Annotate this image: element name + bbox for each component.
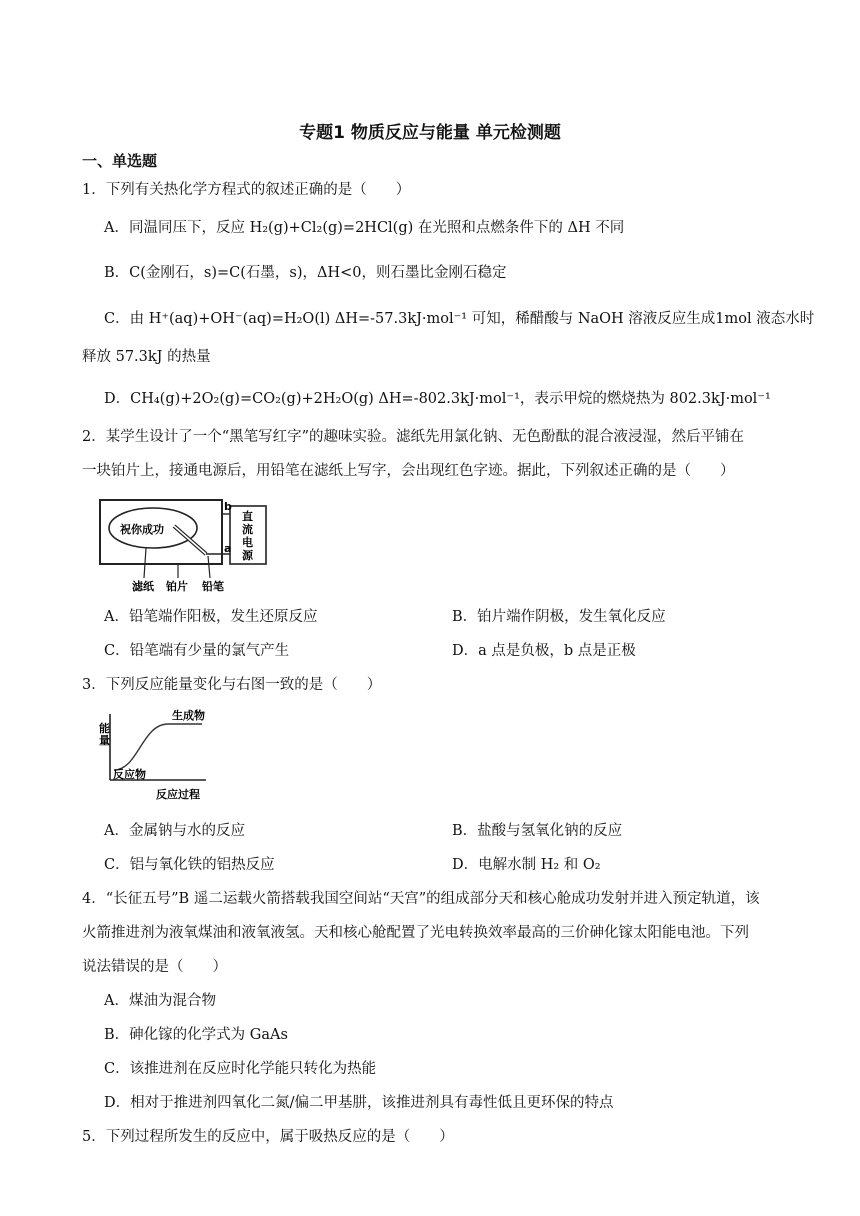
y-axis-label-2: 量 (99, 734, 110, 747)
question-3-option-a: A．金属钠与水的反应 (104, 823, 245, 839)
question-1-option-d: D．CH₄(g)+2O₂(g)=CO₂(g)+2H₂O(g) ΔH=-802.3kJ·mol⁻¹，表示甲烷的燃烧热为 802.3kJ·mol⁻¹ (104, 391, 771, 407)
question-1-option-b: B．C(金刚石，s)=C(石墨，s)，ΔH<0，则石墨比金刚石稳定 (104, 265, 507, 281)
section-heading: 一、单选题 (82, 152, 158, 170)
question-2-option-a: A．铅笔端作阳极，发生还原反应 (104, 609, 318, 625)
question-1-stem: 1．下列有关热化学方程式的叙述正确的是（ ） (82, 182, 411, 198)
question-4-stem-line2: 火箭推进剂为液氧煤油和液氧液氢。天和核心舱配置了光电转换效率最高的三价砷化镓太阳能电池。下列 (82, 925, 749, 941)
reactant-label: 反应物 (113, 768, 146, 781)
question-2-option-d: D．a 点是负极，b 点是正极 (452, 643, 636, 659)
question-2-stem-line1: 2．某学生设计了一个“黑笔写红字”的趣味实验。滤纸先用氯化钠、无色酚酞的混合液浸湿，然后平铺在 (82, 429, 745, 445)
question-5-stem: 5．下列过程所发生的反应中，属于吸热反应的是（ ） (82, 1129, 454, 1145)
label-pencil: 铅笔 (202, 580, 224, 593)
energy-diagram-figure (98, 708, 210, 806)
y-axis-label-1: 能 (99, 722, 110, 735)
power-label-1: 直 (242, 510, 253, 523)
question-4-option-b: B．砷化镓的化学式为 GaAs (104, 1027, 288, 1043)
question-1-option-c-line1: C．由 H⁺(aq)+OH⁻(aq)=H₂O(l) ΔH=-57.3kJ·mol⁻¹ 可知，稀醋酸与 NaOH 溶液反应生成1mol 液态水时 (104, 311, 815, 327)
question-1-option-c-line2: 释放 57.3kJ 的热量 (82, 349, 211, 365)
question-4-option-a: A．煤油为混合物 (104, 993, 216, 1009)
product-label: 生成物 (172, 709, 205, 722)
label-filter-paper: 滤纸 (132, 580, 154, 593)
power-label-3: 电 (242, 536, 253, 549)
terminal-b-label: b (224, 500, 232, 513)
filter-paper-writing: 祝你成功 (120, 523, 164, 536)
question-3-option-c: C．铝与氧化铁的铝热反应 (104, 857, 275, 873)
label-platinum: 铂片 (166, 580, 188, 593)
terminal-a-label: a (224, 542, 232, 555)
power-label-2: 流 (242, 523, 253, 536)
question-2-option-b: B．铂片端作阴极，发生氧化反应 (452, 609, 666, 625)
question-3-stem: 3．下列反应能量变化与右图一致的是（ ） (82, 677, 382, 693)
power-label-4: 源 (242, 549, 253, 562)
question-4-stem-line1: 4．“长征五号”B 遥二运载火箭搭载我国空间站“天宫”的组成部分天和核心舱成功发射并进入预定轨道，该 (82, 891, 760, 907)
question-4-option-d: D．相对于推进剂四氧化二氮/偏二甲基肼，该推进剂具有毒性低且更环保的特点 (104, 1095, 614, 1111)
question-4-option-c: C．该推进剂在反应时化学能只转化为热能 (104, 1061, 377, 1077)
question-2-stem-line2: 一块铂片上，接通电源后，用铅笔在滤纸上写字，会出现红色字迹。据此，下列叙述正确的是（ ） (82, 463, 735, 479)
page-title: 专题1 物质反应与能量 单元检测题 (299, 123, 561, 143)
question-2-option-c: C．铅笔端有少量的氯气产生 (104, 643, 290, 659)
electrolysis-figure (98, 496, 276, 594)
question-1-option-a: A．同温同压下，反应 H₂(g)+Cl₂(g)=2HCl(g) 在光照和点燃条件下的 ΔH 不同 (104, 220, 625, 236)
question-4-stem-line3: 说法错误的是（ ） (82, 959, 227, 975)
question-3-option-d: D．电解水制 H₂ 和 O₂ (452, 857, 601, 873)
question-3-option-b: B．盐酸与氢氧化钠的反应 (452, 823, 623, 839)
x-axis-label: 反应过程 (156, 788, 200, 801)
